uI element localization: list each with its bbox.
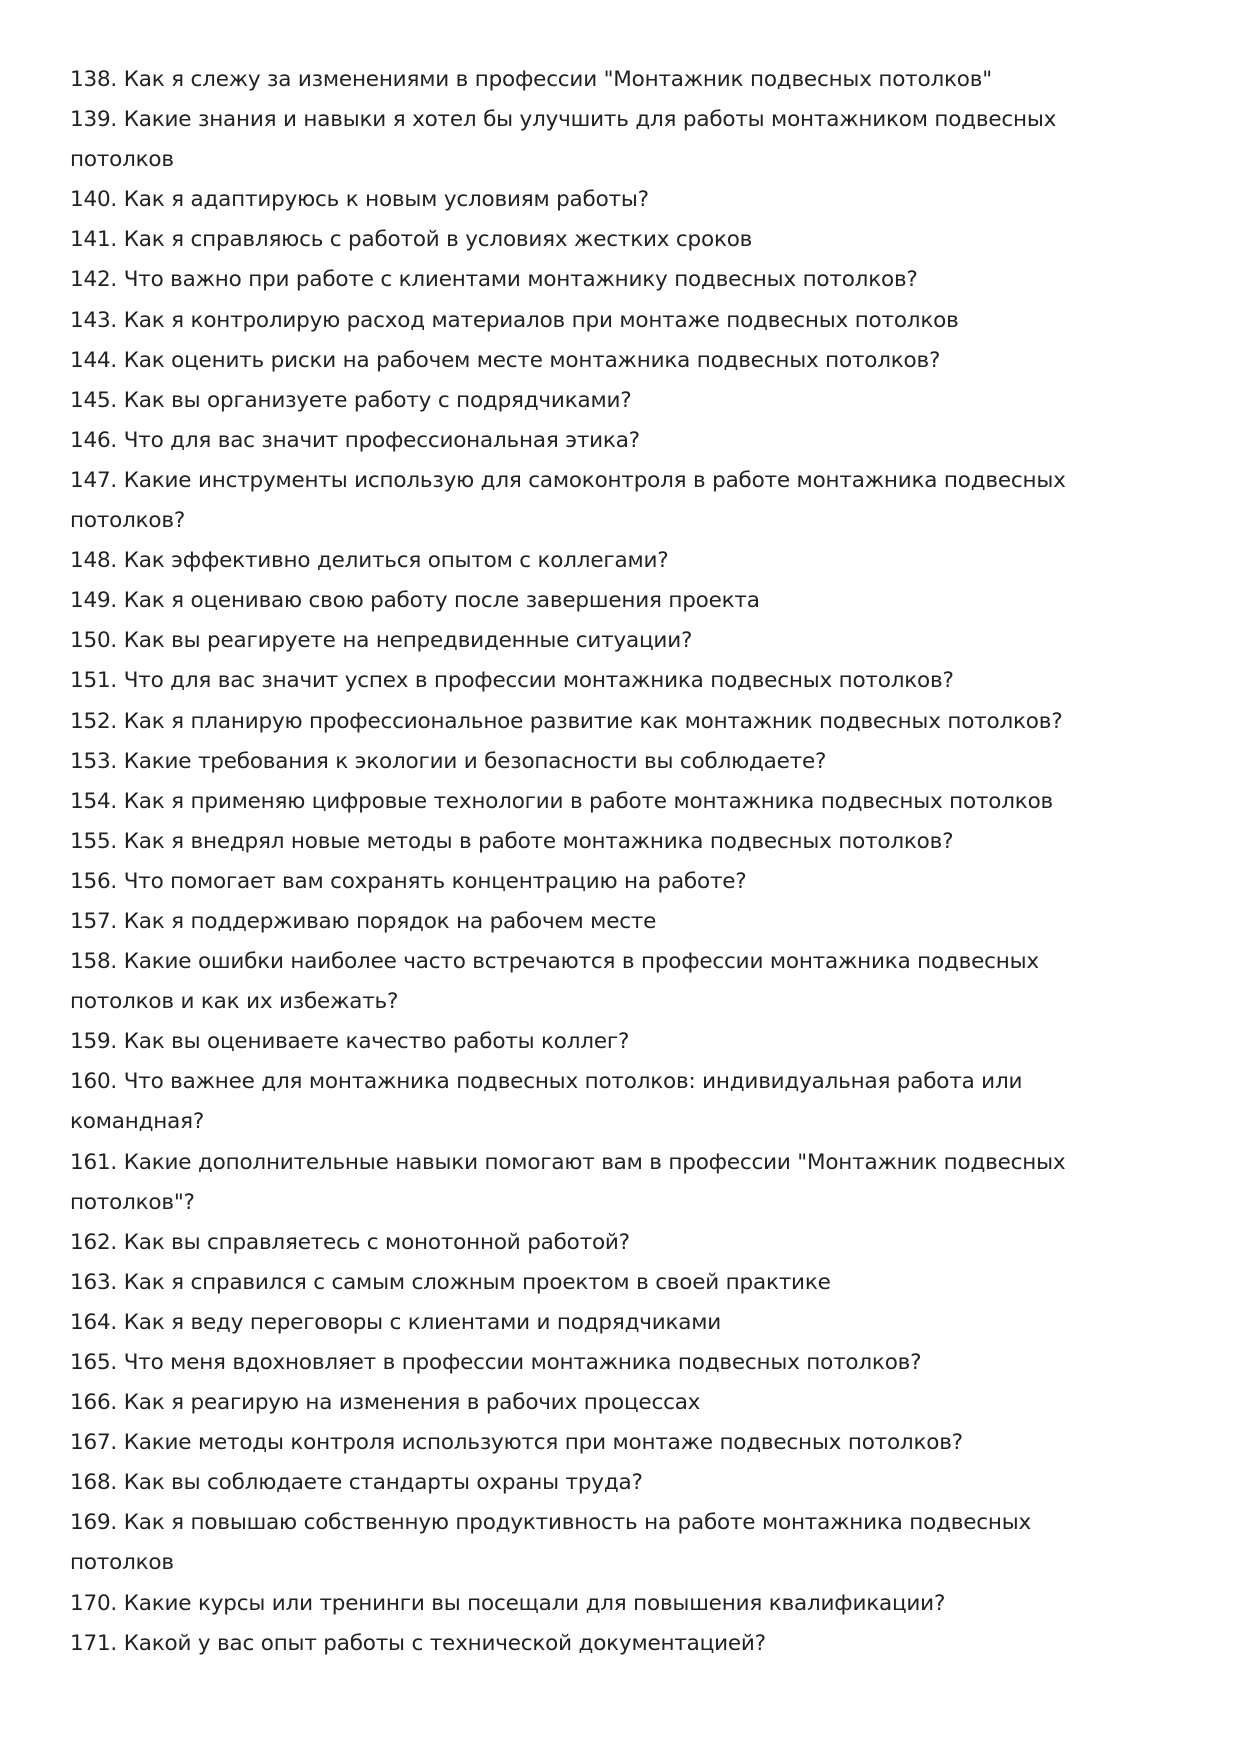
list-item (70, 1503, 1190, 1583)
question-text-line: 166. Как я реагирую на изменения в рабочих процессах (70, 1390, 701, 1416)
list-item (70, 621, 1190, 661)
question-text-line: 144. Как оценить риски на рабочем месте монтажника подвесных потолков? (70, 347, 941, 373)
question-text-line: 165. Что меня вдохновляет в профессии монтажника подвесных потолков? (70, 1350, 922, 1375)
list-item (70, 1584, 1190, 1624)
list-item (70, 461, 1190, 541)
question-text-line: 146. Что для вас значит профессиональная этика? (70, 427, 640, 453)
list-item (70, 742, 1190, 782)
list-item (70, 60, 1190, 100)
list-item (70, 381, 1190, 421)
list-item (70, 942, 1190, 1022)
question-text-line: 159. Как вы оцениваете качество работы коллег? (70, 1029, 630, 1055)
question-text-line: 139. Какие знания и навыки я хотел бы улучшить для работы монтажником подвесных (70, 107, 1057, 133)
question-list (70, 60, 1190, 1664)
question-text-line: 167. Какие методы контроля используются при монтаже подвесных потолков? (70, 1430, 963, 1456)
list-item (70, 902, 1190, 942)
list-item (70, 301, 1190, 341)
question-text-line: 170. Какие курсы или тренинги вы посещали для повышения квалификации? (70, 1590, 946, 1616)
list-item (70, 341, 1190, 381)
list-item (70, 1223, 1190, 1263)
question-text-line: 151. Что для вас значит успех в профессии монтажника подвесных потолков? (70, 668, 954, 694)
list-item (70, 1022, 1190, 1062)
question-text-line: 141. Как я справляюсь с работой в условиях жестких сроков (70, 227, 753, 253)
list-item (70, 100, 1190, 180)
list-item (70, 702, 1190, 742)
list-item (70, 1062, 1190, 1142)
list-item (70, 1303, 1190, 1343)
list-item (70, 862, 1190, 902)
list-item (70, 1383, 1190, 1423)
list-item (70, 220, 1190, 260)
question-text-line: 148. Как эффективно делиться опытом с коллегами? (70, 548, 669, 574)
list-item (70, 1143, 1190, 1223)
question-text-line: потолков? (70, 508, 186, 534)
question-text-line: 138. Как я слежу за изменениями в профессии "Монтажник подвесных потолков" (70, 67, 992, 92)
list-item (70, 822, 1190, 862)
question-text-line: потолков (70, 1550, 174, 1576)
question-text-line: 153. Какие требования к экологии и безопасности вы соблюдаете? (70, 748, 827, 774)
question-text-line: 171. Какой у вас опыт работы с технической документацией? (70, 1630, 766, 1656)
question-text-line: 145. Как вы организуете работу с подрядчиками? (70, 387, 632, 413)
question-text-line: 168. Как вы соблюдаете стандарты охраны труда? (70, 1470, 643, 1496)
list-item (70, 1263, 1190, 1303)
question-text-line: 158. Какие ошибки наиболее часто встречаются в профессии монтажника подвесных (70, 949, 1039, 975)
question-text-line: командная? (70, 1109, 205, 1135)
question-text-line: 164. Как я веду переговоры с клиентами и подрядчиками (70, 1309, 722, 1335)
list-item (70, 1463, 1190, 1503)
list-item (70, 541, 1190, 581)
question-text-line: 163. Как я справился с самым сложным проектом в своей практике (70, 1269, 831, 1295)
question-text-line: 140. Как я адаптируюсь к новым условиям работы? (70, 187, 649, 213)
question-text-line: потолков (70, 147, 174, 173)
question-text-line: 142. Что важно при работе с клиентами монтажнику подвесных потолков? (70, 267, 918, 293)
question-text-line: 169. Как я повышаю собственную продуктивность на работе монтажника подвесных (70, 1510, 1032, 1536)
list-item (70, 180, 1190, 220)
question-text-line: 162. Как вы справляетесь с монотонной работой? (70, 1229, 630, 1255)
question-text-line: 157. Как я поддерживаю порядок на рабочем месте (70, 908, 657, 934)
question-text-line: 156. Что помогает вам сохранять концентрацию на работе? (70, 868, 747, 894)
list-item (70, 661, 1190, 701)
list-item (70, 1624, 1190, 1664)
list-item (70, 260, 1190, 300)
question-text-line: 152. Как я планирую профессиональное развитие как монтажник подвесных потолков? (70, 708, 1063, 734)
question-text-line: 154. Как я применяю цифровые технологии в работе монтажника подвесных потолков (70, 788, 1054, 814)
question-text-line: 161. Какие дополнительные навыки помогают вам в профессии "Монтажник подвесных (70, 1149, 1066, 1175)
question-text-line: потолков"? (70, 1189, 195, 1215)
question-text-line: 147. Какие инструменты использую для самоконтроля в работе монтажника подвесных (70, 467, 1066, 493)
question-text-line: 150. Как вы реагируете на непредвиденные ситуации? (70, 628, 693, 654)
question-text-line: 160. Что важнее для монтажника подвесных потолков: индивидуальная работа или (70, 1069, 1023, 1095)
question-text-line: потолков и как их избежать? (70, 989, 399, 1015)
list-item (70, 1423, 1190, 1463)
list-item (70, 1343, 1190, 1383)
list-item (70, 782, 1190, 822)
question-text-line: 155. Как я внедрял новые методы в работе монтажника подвесных потолков? (70, 828, 954, 854)
list-item (70, 421, 1190, 461)
question-text-line: 143. Как я контролирую расход материалов при монтаже подвесных потолков (70, 307, 959, 333)
list-item (70, 581, 1190, 621)
question-text-line: 149. Как я оцениваю свою работу после завершения проекта (70, 588, 760, 614)
